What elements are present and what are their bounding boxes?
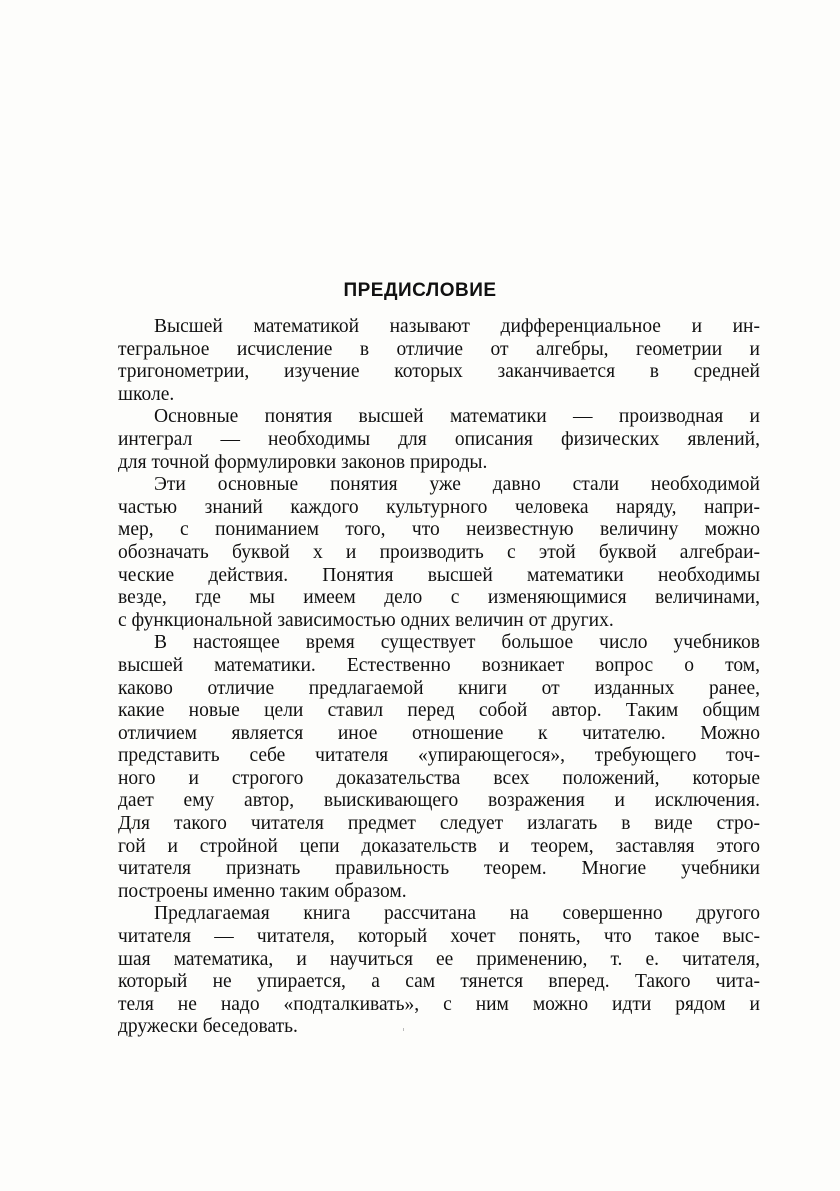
text-line: тегральное исчисление в отличие от алгебры, геометрии и xyxy=(118,338,760,360)
paragraph-4 xyxy=(118,632,760,903)
text-line: Для такого читателя предмет следует излагать в виде стро- xyxy=(118,813,760,835)
text-line: дружески беседовать. xyxy=(118,1016,298,1038)
text-line: читателя признать правильность теорем. Многие учебники xyxy=(118,858,760,880)
text-line: отличием является иное отношение к читателю. Можно xyxy=(118,722,760,744)
text-line: ческие действия. Понятия высшей математики необходимы xyxy=(118,564,760,586)
text-line: Эти основные понятия уже давно стали необходимой xyxy=(154,474,760,496)
text-line: который не упирается, а сам тянется вперед. Такого чита- xyxy=(118,971,760,993)
text-line: для точной формулировки законов природы. xyxy=(118,451,488,473)
text-line: ного и строгого доказательства всех положений, которые xyxy=(118,767,760,789)
text-line: тригонометрии, изучение которых заканчивается в средней xyxy=(118,361,760,383)
text-line: школе. xyxy=(118,383,175,405)
text-line: с функциональной зависимостью одних величин от других. xyxy=(118,609,614,631)
text-line: мер, с пониманием того, что неизвестную величину можно xyxy=(118,519,760,541)
text-line: Высшей математикой называют дифференциальное и ин- xyxy=(154,316,760,337)
paragraph-1 xyxy=(118,316,760,406)
text-line: везде, где мы имеем дело с изменяющимися величинами, xyxy=(118,587,760,609)
scan-speck xyxy=(403,1028,404,1031)
text-line: высшей математики. Естественно возникает вопрос о том, xyxy=(118,654,760,676)
text-line: каково отличие предлагаемой книги от изданных ранее, xyxy=(118,677,760,699)
text-line: дает ему автор, выискивающего возражения и исключения. xyxy=(118,790,760,812)
text-line: читателя — читателя, который хочет понять, что такое выс- xyxy=(118,926,760,948)
text-line: Основные понятия высшей математики — производная и xyxy=(154,406,760,428)
text-line: гой и стройной цепи доказательств и теорем, заставляя этого xyxy=(118,835,760,857)
text-line: теля не надо «подталкивать», с ним можно идти рядом и xyxy=(118,993,760,1015)
text-line: интеграл — необходимы для описания физических явлений, xyxy=(118,428,760,450)
body-text xyxy=(118,316,760,1039)
text-line: В настоящее время существует большое число учебников xyxy=(154,632,760,654)
text-line: какие новые цели ставил перед собой автор. Таким общим xyxy=(118,700,760,722)
paragraph-3 xyxy=(118,474,760,632)
text-line: Предлагаемая книга рассчитана на совершенно другого xyxy=(154,903,760,925)
text-line: построены именно таким образом. xyxy=(118,880,407,902)
text-line: представить себе читателя «упирающегося», требующего точ- xyxy=(118,745,760,767)
page-title: ПРЕДИСЛОВИЕ xyxy=(343,280,497,301)
paragraph-2 xyxy=(118,406,760,474)
text-line: частью знаний каждого культурного человека наряду, напри- xyxy=(118,496,760,518)
text-line: шая математика, и научиться ее применению, т. е. читателя, xyxy=(118,948,760,970)
paragraph-5 xyxy=(118,903,760,1039)
text-line: обозначать буквой x и производить с этой буквой алгебраи- xyxy=(118,541,760,563)
